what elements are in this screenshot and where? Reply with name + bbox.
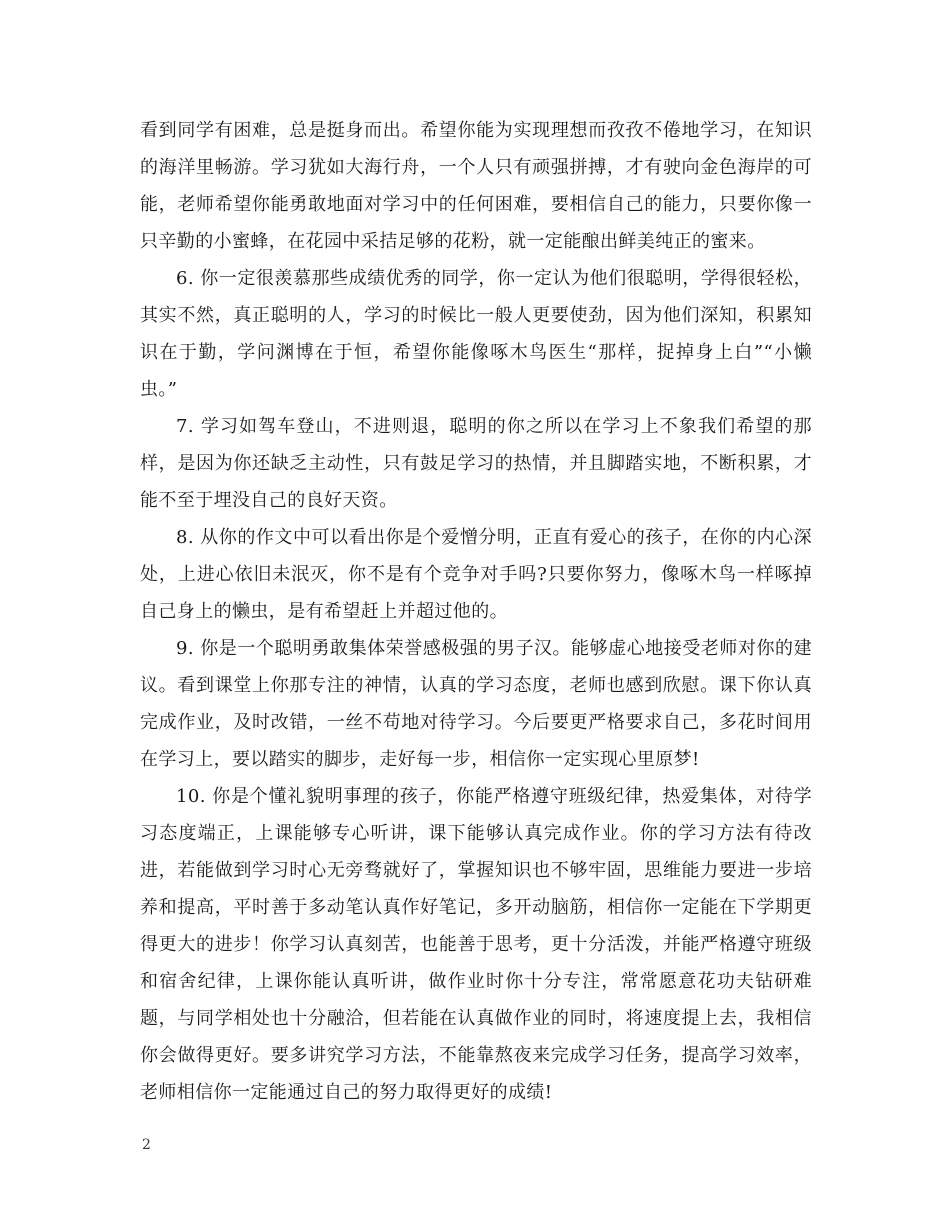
- document-body: [140, 112, 812, 1111]
- paragraph-item-9: 9. 你是一个聪明勇敢集体荣誉感极强的男子汉。能够虚心地接受老师对你的建议。看到课堂上你那专注的神情，认真的学习态度，老师也感到欣慰。课下你认真完成作业，及时改错，一丝不苟地对待学习。今后要更严格要求自己，多花时间用在学习上，要以踏实的脚步，走好每一步，相信你一定实现心里原梦!: [140, 638, 812, 770]
- page-number: 2: [142, 1137, 151, 1153]
- paragraph-item-7: 7. 学习如驾车登山，不进则退，聪明的你之所以在学习上不象我们希望的那样，是因为你还缺乏主动性，只有鼓足学习的热情，并且脚踏实地，不断积累，才能不至于埋没自己的良好天资。: [140, 416, 812, 511]
- paragraph-continued: 看到同学有困难，总是挺身而出。希望你能为实现理想而孜孜不倦地学习，在知识的海洋里畅游。学习犹如大海行舟，一个人只有顽强拼搏，才有驶向金色海岸的可能，老师希望你能勇敢地面对学习中的任何困难，要相信自己的能力，只要你像一只辛勤的小蜜蜂，在花园中采拮足够的花粉，就一定能酿出鲜美纯正的蜜来。: [140, 120, 812, 252]
- paragraph-item-8: 8. 从你的作文中可以看出你是个爱憎分明，正直有爱心的孩子，在你的内心深处，上进心依旧未泯灭，你不是有个竞争对手吗?只要你努力，像啄木鸟一样啄掉自己身上的懒虫，是有希望赶上并超过他的。: [140, 527, 812, 622]
- paragraph-item-6: 6. 你一定很羡慕那些成绩优秀的同学，你一定认为他们很聪明，学得很轻松，其实不然，真正聪明的人，学习的时候比一般人更要使劲，因为他们深知，积累知识在于勤，学问渊博在于恒，希望你能像啄木鸟医生“那样，捉掉身上白”“小懒虫。”: [140, 268, 812, 400]
- paragraph-item-10: 10. 你是个懂礼貌明事理的孩子，你能严格遵守班级纪律，热爱集体，对待学习态度端正，上课能够专心听讲，课下能够认真完成作业。你的学习方法有待改进，若能做到学习时心无旁骛就好了，掌握知识也不够牢固，思维能力要进一步培养和提高，平时善于多动笔认真作好笔记，多开动脑筋，相信你一定能在下学期更得更大的进步！你学习认真刻苦，也能善于思考，更十分活泼，并能严格遵守班级和宿舍纪律，上课你能认真听讲，做作业时你十分专注，常常愿意花功夫钻研难题，与同学相处也十分融洽，但若能在认真做作业的同时，将速度提上去，我相信你会做得更好。要多讲究学习方法，不能靠熬夜来完成学习任务，提高学习效率，老师相信你一定能通过自己的努力取得更好的成绩!: [140, 786, 812, 1103]
